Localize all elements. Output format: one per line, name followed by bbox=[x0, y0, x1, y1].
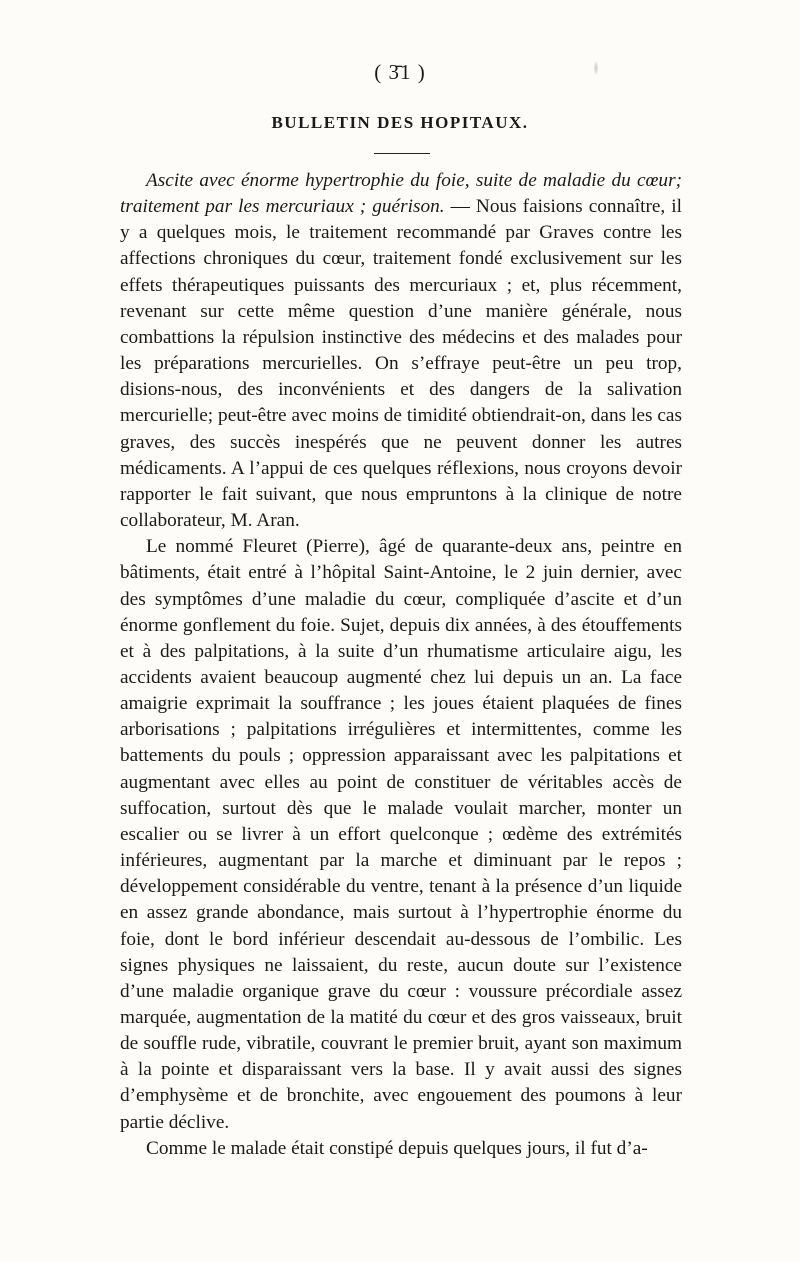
page-number: ( 3̄̄̄1 ) bbox=[374, 60, 426, 84]
running-title: BULLETIN DES HOPITAUX. bbox=[271, 113, 529, 132]
paragraph-1-text: — Nous faisions connaître, il y a quelques mois, le traitement recommandé par Graves contre les affections chroniques du cœur, traitement fondé exclusivement sur les effets thérapeutiques puissants des mercuriaux ; et, plus récemment, revenant sur cette même question d’une manière générale, nous combattions la répulsion instinctive des médecins et des malades pour les préparations mercurielles. On s’effraye peut-être un peu trop, disions-nous, des inconvénients et des dangers de la salivation mercurielle; peut-être avec moins de timidité obtiendrait-on, dans les cas graves, des succès inespérés que ne peuvent donner les autres médicaments. A l’appui de ces quelques réflexions, nous croyons devoir rapporter le fait suivant, que nous empruntons à la clinique de notre collaborateur, M. Aran. bbox=[120, 196, 683, 532]
article-title: Ascite avec énorme hypertrophie du foie, suite de maladie du cœur; traitement par les mercuriaux ; guérison. bbox=[120, 170, 682, 218]
title-rule bbox=[374, 153, 430, 154]
article-body bbox=[120, 168, 682, 1162]
paragraph-3: Comme le malade était constipé depuis quelques jours, il fut d’a- bbox=[146, 1137, 648, 1159]
paragraph-2: Le nommé Fleuret (Pierre), âgé de quarante-deux ans, peintre en bâtiments, était entré à l’hôpital Saint-Antoine, le 2 juin dernier, avec des symptômes d’une maladie du cœur, compliquée d’ascite et d’un énorme gonflement du foie. Sujet, depuis dix années, à des étouffements et à des palpitations, à la suite d’un rhumatisme articulaire aigu, les accidents avaient beaucoup augmenté chez lui depuis un an. La face amaigrie exprimait la souffrance ; les joues étaient plaquées de fines arborisations ; palpitations irrégulières et intermittentes, comme les battements du pouls ; oppression apparaissant avec les palpitations et augmentant avec elles au point de constituer de véritables accès de suffocation, surtout dès que le malade voulait marcher, monter un escalier ou se livrer à un effort quelconque ; œdème des extrémités inférieures, augmentant par la marche et diminuant par le repos ; développement considérable du ventre, tenant à la présence d’un liquide en assez grande abondance, mais surtout à l’hypertrophie énorme du foie, dont le bord inférieur descendait au-dessous de l’ombilic. Les signes physiques ne laissaient, du reste, aucun doute sur l’existence d’une maladie organique grave du cœur : voussure précordiale assez marquée, augmentation de la matité du cœur et des gros vaisseaux, bruit de souffle rude, vibratile, couvrant le premier bruit, ayant son maximum à la pointe et disparaissant vers la base. Il y avait aussi des signes d’emphysème et de bronchite, avec engouement des poumons à leur partie déclive. bbox=[120, 536, 682, 1133]
paragraph-1 bbox=[120, 168, 682, 534]
